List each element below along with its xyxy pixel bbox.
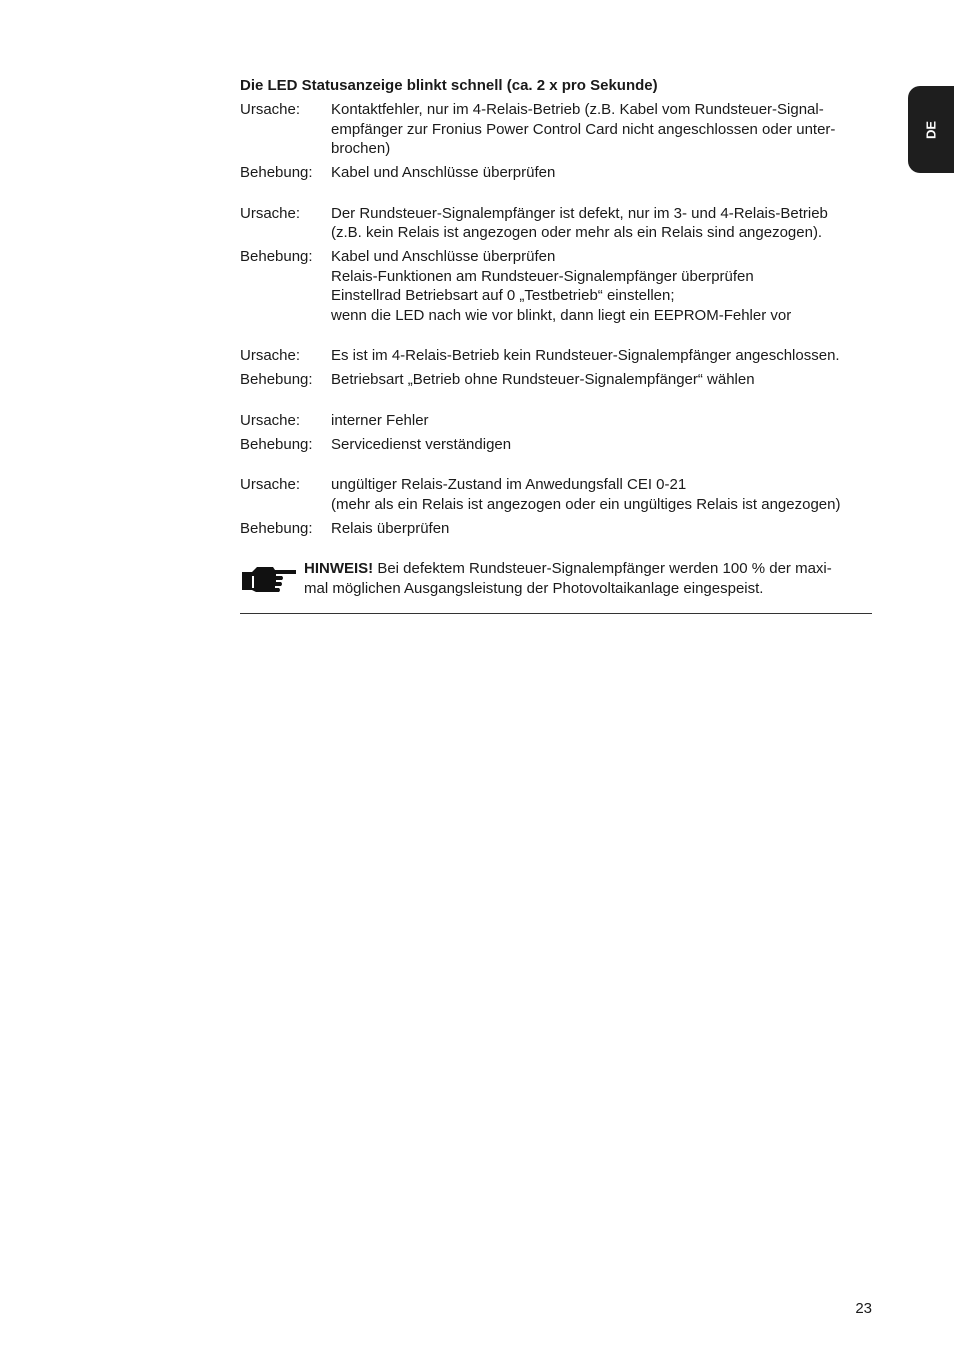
cause-line: Kontaktfehler, nur im 4-Relais-Betrieb (z.B. Kabel vom Rundsteuer-Signal- bbox=[331, 101, 824, 118]
fix-row bbox=[240, 370, 874, 390]
cause-line: Es ist im 4-Relais-Betrieb kein Rundsteuer-Signalempfänger angeschlossen. bbox=[331, 347, 840, 364]
cause-fix-block bbox=[240, 475, 874, 538]
fix-text bbox=[331, 435, 874, 455]
cause-row bbox=[240, 204, 874, 243]
fix-label: Behebung: bbox=[240, 371, 313, 388]
fix-line: wenn die LED nach wie vor blinkt, dann liegt ein EEPROM-Fehler vor bbox=[331, 306, 792, 324]
cause-row bbox=[240, 346, 874, 366]
cause-line: empfänger zur Fronius Power Control Card nicht angeschlossen oder unter- bbox=[331, 120, 836, 138]
fix-line: Servicedienst verständigen bbox=[331, 435, 512, 453]
section-divider bbox=[240, 613, 872, 614]
fix-line: Einstellrad Betriebsart auf 0 „Testbetrieb“ einstellen; bbox=[331, 287, 675, 304]
fix-label: Behebung: bbox=[240, 164, 313, 181]
cause-line: ungültiger Relais-Zustand im Anwedungsfall CEI 0-21 bbox=[331, 476, 687, 493]
cause-line: brochen) bbox=[331, 140, 391, 157]
pointing-hand-icon bbox=[240, 559, 304, 598]
fix-row bbox=[240, 519, 874, 539]
note-line-2: mal möglichen Ausgangsleistung der Photovoltaikanlage eingespeist. bbox=[304, 579, 764, 597]
cause-line: interner Fehler bbox=[331, 411, 429, 429]
cause-line: (z.B. kein Relais ist angezogen oder mehr als ein Relais sind angezogen). bbox=[331, 224, 823, 241]
cause-text bbox=[331, 204, 874, 243]
cause-fix-block bbox=[240, 346, 874, 390]
fix-line: Kabel und Anschlüsse überprüfen bbox=[331, 164, 556, 181]
fix-line: Betriebsart „Betrieb ohne Rundsteuer-Signalempfänger“ wählen bbox=[331, 371, 755, 388]
cause-text bbox=[331, 475, 874, 514]
fix-line: Kabel und Anschlüsse überprüfen bbox=[331, 248, 556, 265]
entries-list bbox=[240, 100, 874, 538]
note-line-1: Bei defektem Rundsteuer-Signalempfänger werden 100 % der maxi- bbox=[373, 560, 832, 577]
fix-label: Behebung: bbox=[240, 248, 313, 265]
fix-row bbox=[240, 435, 874, 455]
fix-label: Behebung: bbox=[240, 435, 313, 453]
fix-text bbox=[331, 163, 874, 183]
cause-row bbox=[240, 100, 874, 159]
cause-text bbox=[331, 346, 874, 366]
cause-row bbox=[240, 411, 874, 431]
language-tab bbox=[908, 86, 954, 173]
cause-text bbox=[331, 100, 874, 159]
section-heading: Die LED Statusanzeige blinkt schnell (ca. 2 x pro Sekunde) bbox=[240, 77, 658, 94]
note-box bbox=[240, 559, 874, 598]
note-label: HINWEIS! bbox=[304, 560, 374, 577]
cause-line: (mehr als ein Relais ist angezogen oder ein ungültiges Relais ist angezogen) bbox=[331, 495, 841, 513]
fix-text bbox=[331, 519, 874, 539]
cause-fix-block bbox=[240, 100, 874, 183]
cause-label: Ursache: bbox=[240, 411, 301, 429]
note-text bbox=[304, 559, 874, 598]
cause-label: Ursache: bbox=[240, 101, 301, 118]
fix-line: Relais überprüfen bbox=[331, 519, 450, 537]
cause-label: Ursache: bbox=[240, 347, 301, 364]
troubleshooting-section bbox=[240, 76, 874, 614]
fix-label: Behebung: bbox=[240, 519, 313, 537]
cause-label: Ursache: bbox=[240, 476, 301, 493]
cause-row bbox=[240, 475, 874, 514]
language-tab-label: DE bbox=[923, 120, 939, 139]
fix-text bbox=[331, 247, 874, 325]
cause-fix-block bbox=[240, 204, 874, 326]
cause-fix-block bbox=[240, 411, 874, 455]
cause-label: Ursache: bbox=[240, 204, 301, 222]
fix-text bbox=[331, 370, 874, 390]
cause-text bbox=[331, 411, 874, 431]
fix-row bbox=[240, 163, 874, 183]
page-number: 23 bbox=[855, 1300, 872, 1317]
fix-line: Relais-Funktionen am Rundsteuer-Signalempfänger überprüfen bbox=[331, 267, 754, 285]
cause-line: Der Rundsteuer-Signalempfänger ist defekt, nur im 3- und 4-Relais-Betrieb bbox=[331, 204, 828, 222]
fix-row bbox=[240, 247, 874, 325]
